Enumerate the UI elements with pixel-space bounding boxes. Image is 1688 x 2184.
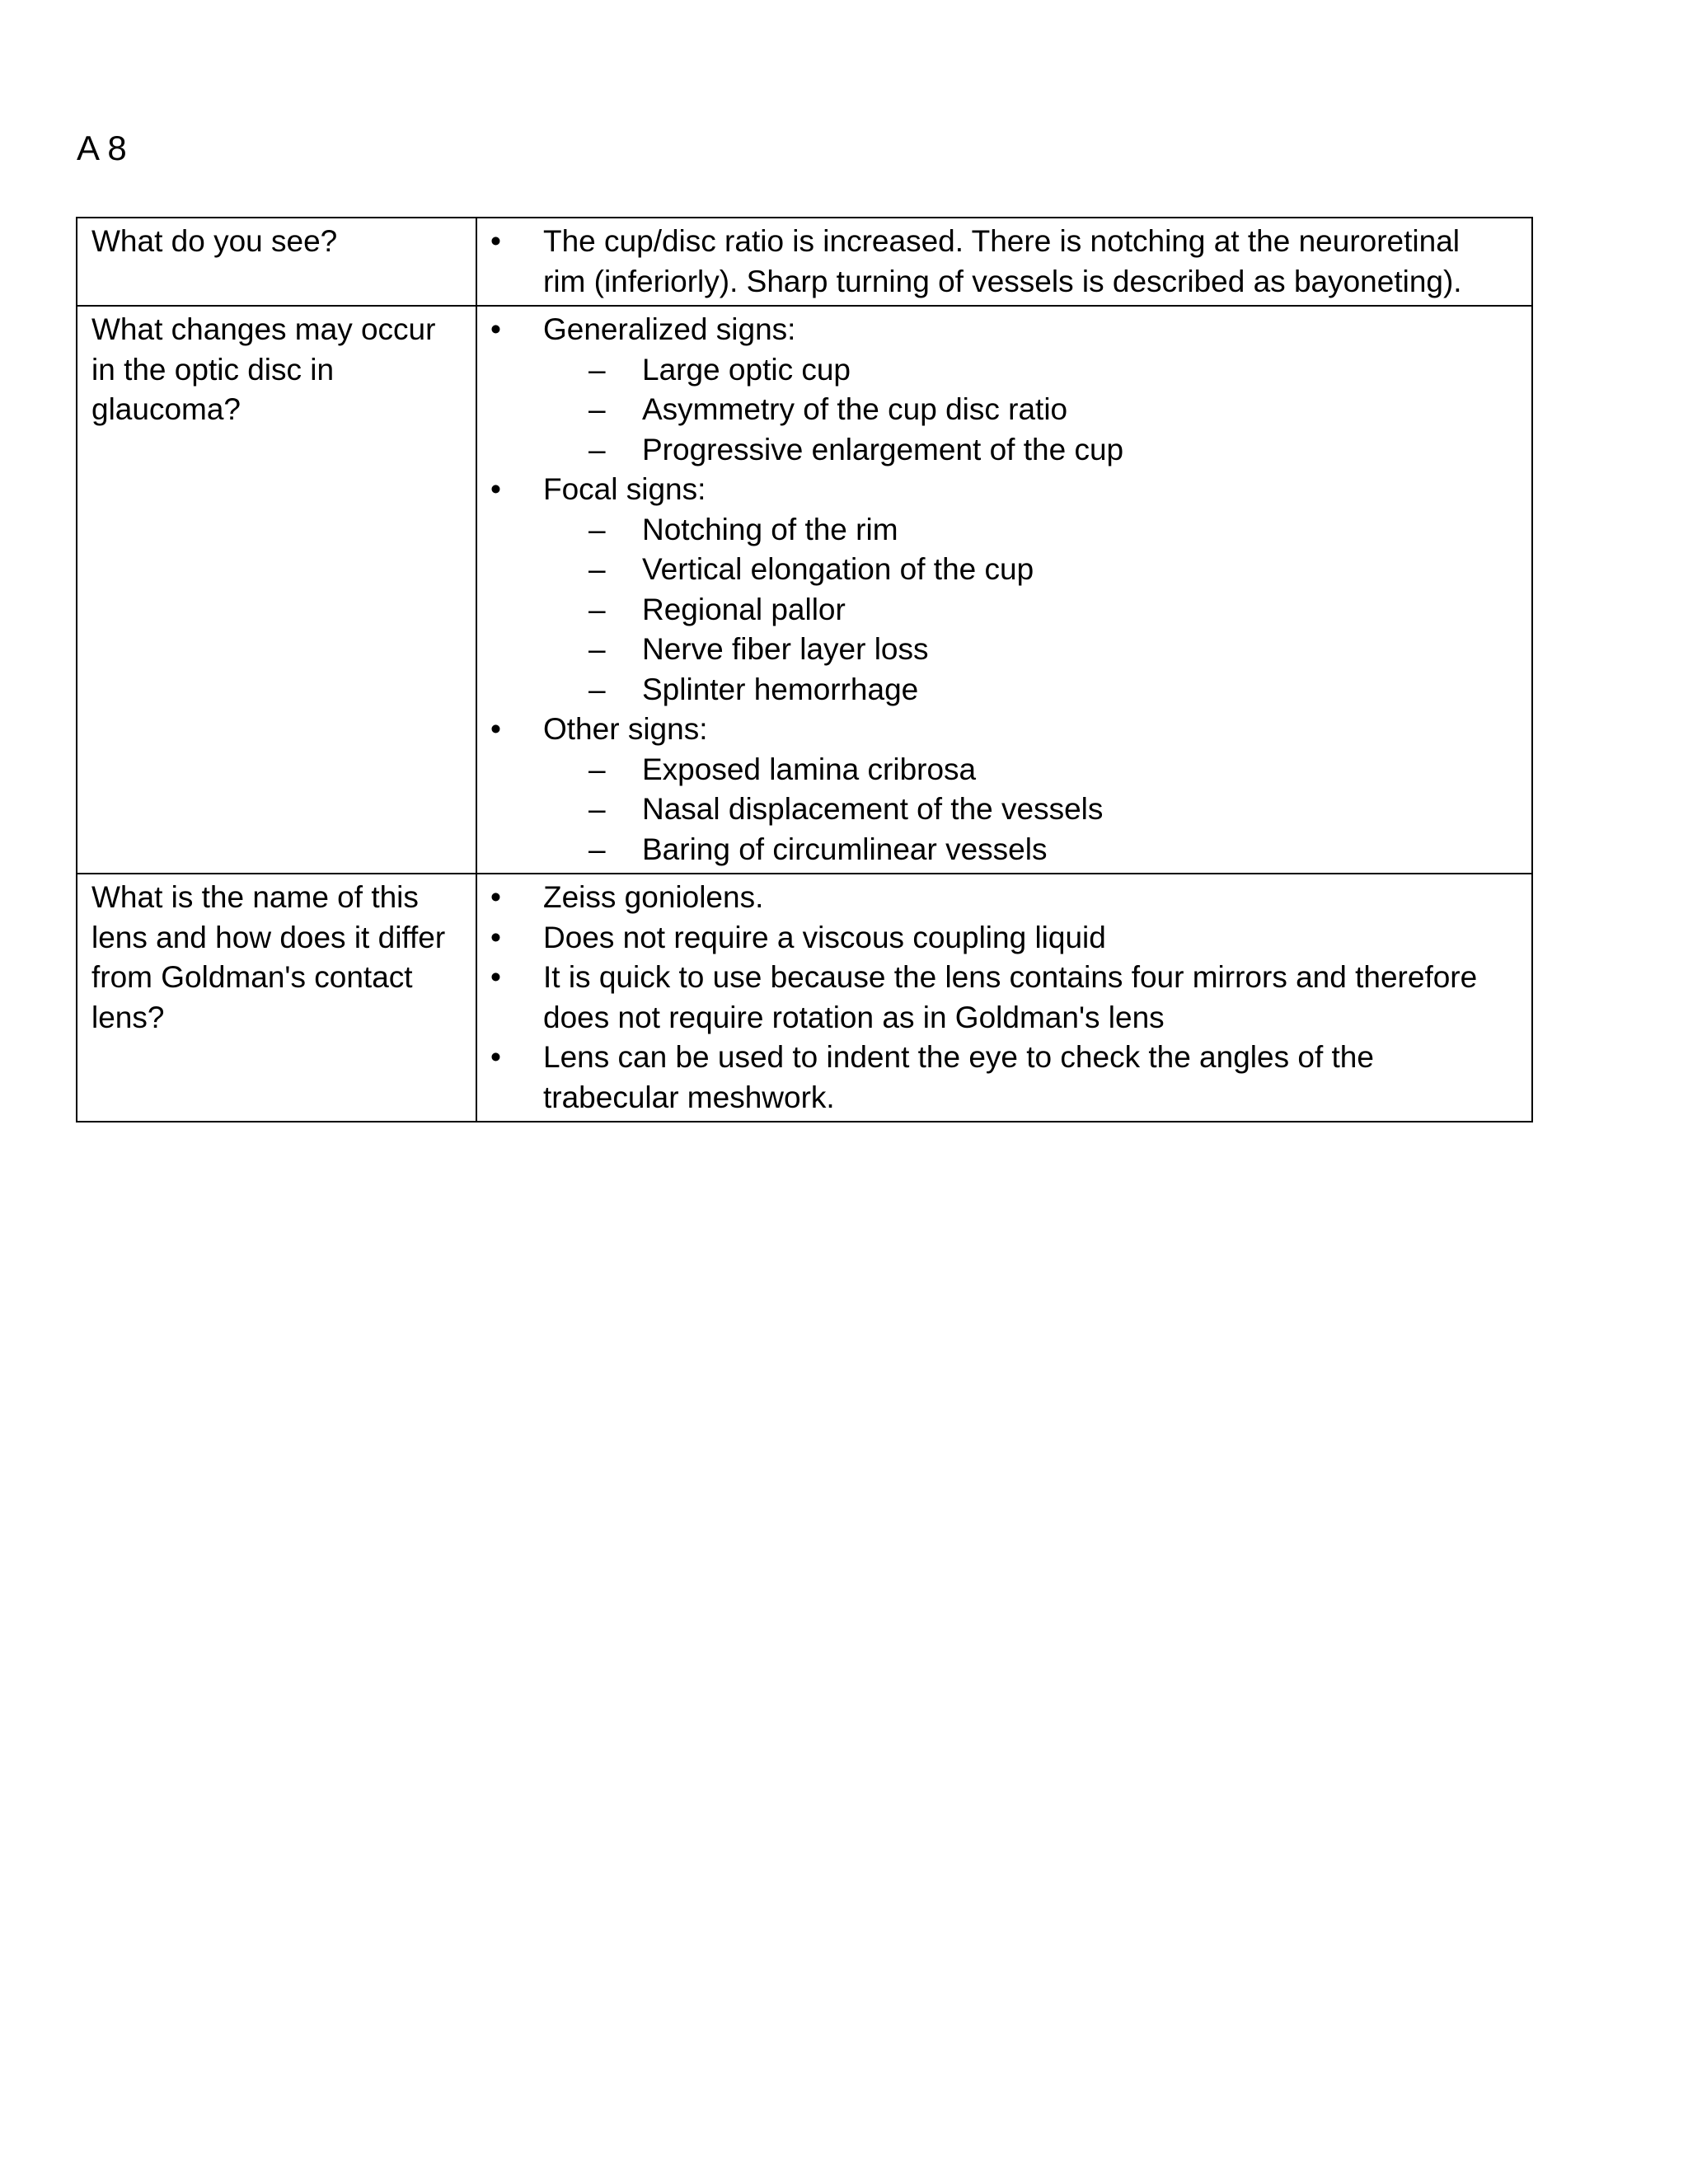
answer-list: [477, 222, 1507, 302]
answer-cell: [476, 306, 1532, 874]
answer-item: [477, 958, 1507, 1038]
sub-item: – Nasal displacement of the vessels: [477, 790, 1507, 830]
table-row: [77, 874, 1532, 1122]
answer-item: [477, 310, 1507, 470]
sub-item: – Regional pallor: [477, 590, 1507, 630]
answer-text: It is quick to use because the lens contains four mirrors and therefore does not require rotation as in Goldman's lens: [543, 960, 1478, 1034]
qa-table-body: [77, 218, 1532, 1122]
answer-list: [477, 310, 1507, 869]
sub-item: – Asymmetry of the cup disc ratio: [477, 390, 1507, 430]
answer-item: [477, 918, 1507, 958]
question-cell: What changes may occur in the optic disc in glaucoma?: [77, 306, 476, 874]
answer-text: Focal signs:: [543, 472, 706, 506]
sub-item: – Baring of circumlinear vessels: [477, 830, 1507, 870]
page-heading: A 8: [77, 129, 127, 167]
answer-item: [477, 222, 1507, 302]
answer-text: The cup/disc ratio is increased. There is notching at the neuroretinal rim (inferiorly). Sharp turning of vessels is described as bayoneting).: [543, 224, 1462, 298]
sub-item: – Progressive enlargement of the cup: [477, 430, 1507, 471]
sub-item: – Vertical elongation of the cup: [477, 550, 1507, 590]
sub-list: [543, 750, 1507, 870]
sub-list: [543, 510, 1507, 710]
answer-text: Other signs:: [543, 712, 708, 746]
sub-item: – Splinter hemorrhage: [477, 670, 1507, 710]
sub-item: – Exposed lamina cribrosa: [477, 750, 1507, 790]
answer-list: [477, 878, 1507, 1118]
sub-item: – Notching of the rim: [477, 510, 1507, 551]
sub-item: – Nerve fiber layer loss: [477, 630, 1507, 670]
answer-cell: [476, 874, 1532, 1122]
question-cell: What is the name of this lens and how does it differ from Goldman's contact lens?: [77, 874, 476, 1122]
answer-item: [477, 470, 1507, 710]
answer-item: [477, 1038, 1507, 1118]
answer-text: Lens can be used to indent the eye to check the angles of the trabecular meshwork.: [543, 1040, 1374, 1114]
answer-text: Zeiss goniolens.: [543, 880, 764, 914]
answer-item: [477, 878, 1507, 918]
answer-text: Does not require a viscous coupling liquid: [543, 920, 1106, 954]
table-row: [77, 218, 1532, 306]
question-cell: What do you see?: [77, 218, 476, 306]
answer-cell: [476, 218, 1532, 306]
answer-item: [477, 710, 1507, 869]
answer-text: Generalized signs:: [543, 312, 796, 346]
sub-list: [543, 350, 1507, 471]
qa-table: [76, 217, 1533, 1122]
sub-item: – Large optic cup: [477, 350, 1507, 391]
table-row: [77, 306, 1532, 874]
